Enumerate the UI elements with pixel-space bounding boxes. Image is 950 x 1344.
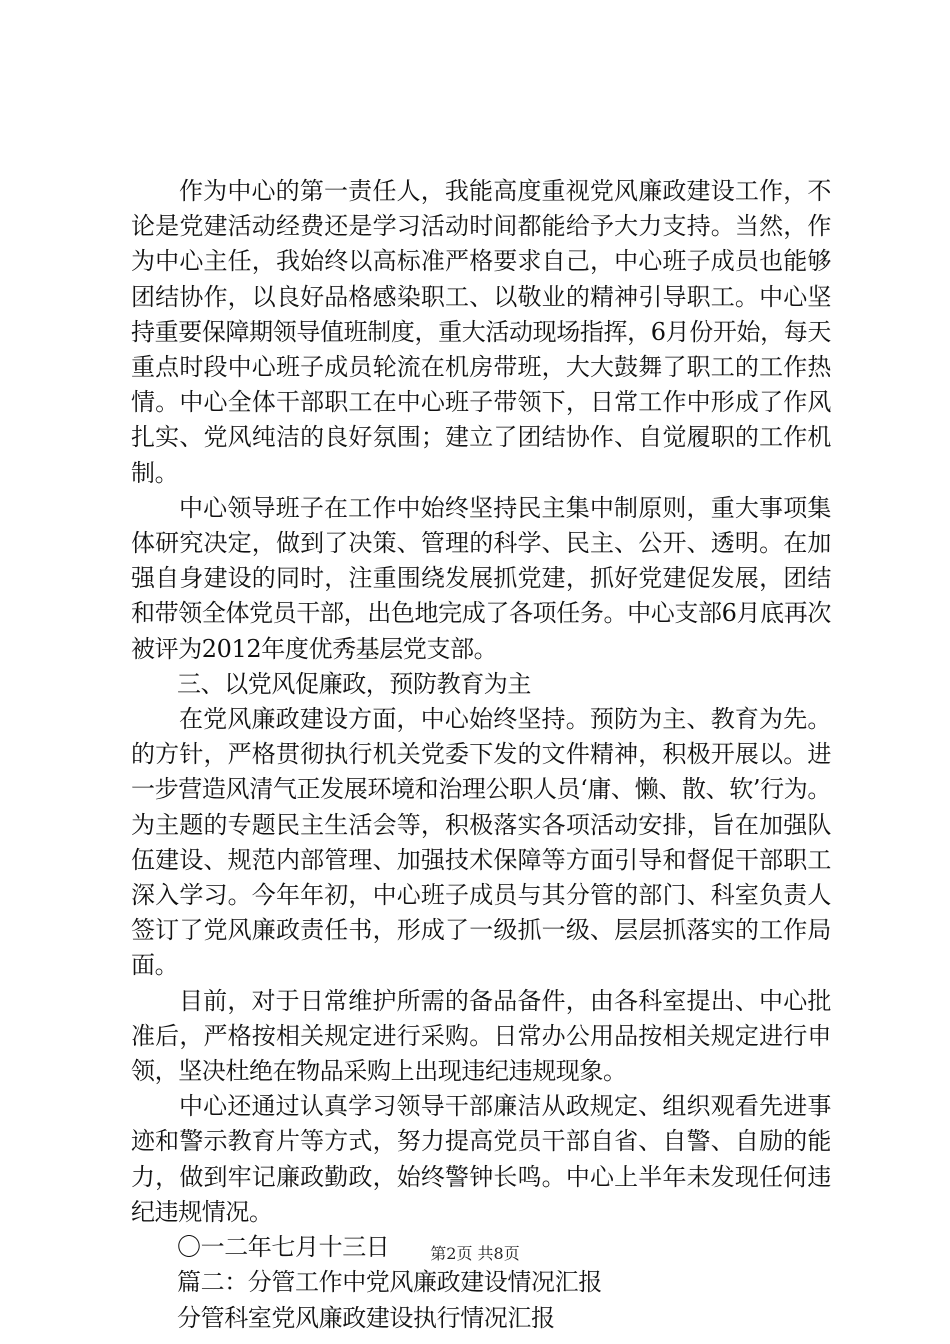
page-footer: 第2页 共8页 [430, 1244, 520, 1263]
document-body [131, 174, 831, 1336]
section-heading-3: 三、以党风促廉政，预防教育为主 [177, 669, 531, 698]
paragraph-procurement: 目前，对于日常维护所需的备品备件，由各科室提出、中心批准后，严格按相关规定进行采购。日常办公用品按相关规定进行申领，坚决杜绝在物品采购上出现违纪违规现象。 [131, 986, 831, 1086]
document-date: 〇一二年七月十三日 [177, 1233, 390, 1262]
chapter-two-subtitle: 分管科室党风廉政建设执行情况汇报 [177, 1303, 555, 1332]
paragraph-responsibility: 作为中心的第一责任人，我能高度重视党风廉政建设工作，不论是党建活动经费还是学习活动时间都能给予大力支持。当然，作为中心主任，我始终以高标准严格要求自己，中心班子成员也能够团结协作，以良好品格感染职工、以敬业的精神引导职工。中心坚持重要保障期领导值班制度，重大活动现场指挥，6月份开始，每天重点时段中心班子成员轮流在机房带班，大大鼓舞了职工的工作热情。中心全体干部职工在中心班子带领下，日常工作中形成了作风扎实、党风纯洁的良好氛围；建立了团结协作、自觉履职的工作机制。 [131, 177, 831, 487]
paragraph-study: 中心还通过认真学习领导干部廉洁从政规定、组织观看先进事迹和警示教育片等方式，努力提高党员干部自省、自警、自励的能力，做到牢记廉政勤政，始终警钟长鸣。中心上半年未发现任何违纪违规情况。 [131, 1092, 831, 1226]
paragraph-leadership: 中心领导班子在工作中始终坚持民主集中制原则，重大事项集体研究决定，做到了决策、管理的科学、民主、公开、透明。在加强自身建设的同时，注重围绕发展抓党建，抓好党建促发展，团结和带领全体党员干部，出色地完成了各项任务。中心支部6月底再次被评为2012年度优秀基层党支部。 [131, 493, 831, 663]
paragraph-prevention: 在党风廉政建设方面，中心始终坚持。预防为主、教育为先。的方针，严格贯彻执行机关党委下发的文件精神，积极开展以。进一步营造风清气正发展环境和治理公职人员‘庸、懒、散、软’行为。为主题的专题民主生活会等，积极落实各项活动安排，旨在加强队伍建设、规范内部管理、加强技术保障等方面引导和督促干部职工深入学习。今年年初，中心班子成员与其分管的部门、科室负责人签订了党风廉政责任书，形成了一级抓一级、层层抓落实的工作局面。 [131, 705, 831, 980]
chapter-two-title: 篇二：分管工作中党风廉政建设情况汇报 [177, 1268, 602, 1297]
